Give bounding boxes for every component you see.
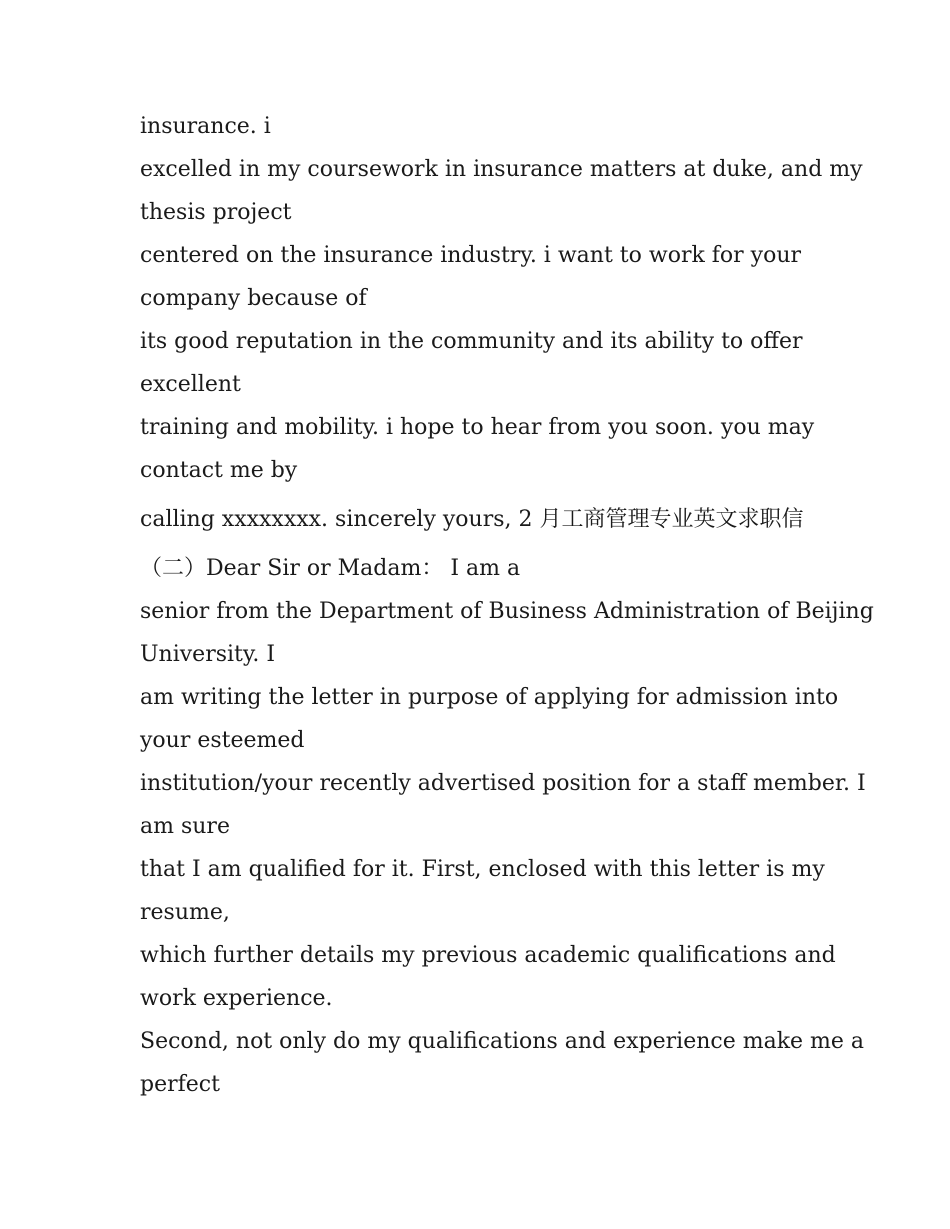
text-line: work experience.: [140, 986, 333, 1011]
text-line: resume,: [140, 900, 230, 925]
text-line: which further details my previous academic qualifications and: [140, 943, 836, 968]
text-line: centered on the insurance industry. i want to work for your: [140, 243, 802, 268]
text-line: calling xxxxxxxx. sincerely yours, 2 月工商管理专业英文求职信: [140, 507, 804, 532]
text-line: am sure: [140, 814, 230, 839]
text-line: institution/your recently advertised position for a staff member. I: [140, 771, 866, 796]
text-line: thesis project: [140, 200, 292, 225]
text-line: its good reputation in the community and its ability to offer: [140, 329, 803, 354]
text-line: training and mobility. i hope to hear from you soon. you may: [140, 415, 815, 440]
text-line: your esteemed: [140, 728, 305, 753]
text-line: University. I: [140, 642, 276, 667]
text-line: contact me by: [140, 458, 298, 483]
text-line: （二）Dear Sir or Madam： I am a: [140, 556, 521, 581]
text-line: senior from the Department of Business Administration of Beijing: [140, 599, 874, 624]
text-line: that I am qualified for it. First, enclosed with this letter is my: [140, 857, 825, 882]
text-line: excellent: [140, 372, 241, 397]
text-line: company because of: [140, 286, 367, 311]
text-line: am writing the letter in purpose of applying for admission into: [140, 685, 839, 710]
text-line: insurance. i: [140, 114, 271, 139]
text-line: excelled in my coursework in insurance matters at duke, and my: [140, 157, 863, 182]
text-line: perfect: [140, 1072, 220, 1097]
text-line: Second, not only do my qualifications and experience make me a: [140, 1029, 865, 1054]
document-body: [140, 105, 874, 1106]
